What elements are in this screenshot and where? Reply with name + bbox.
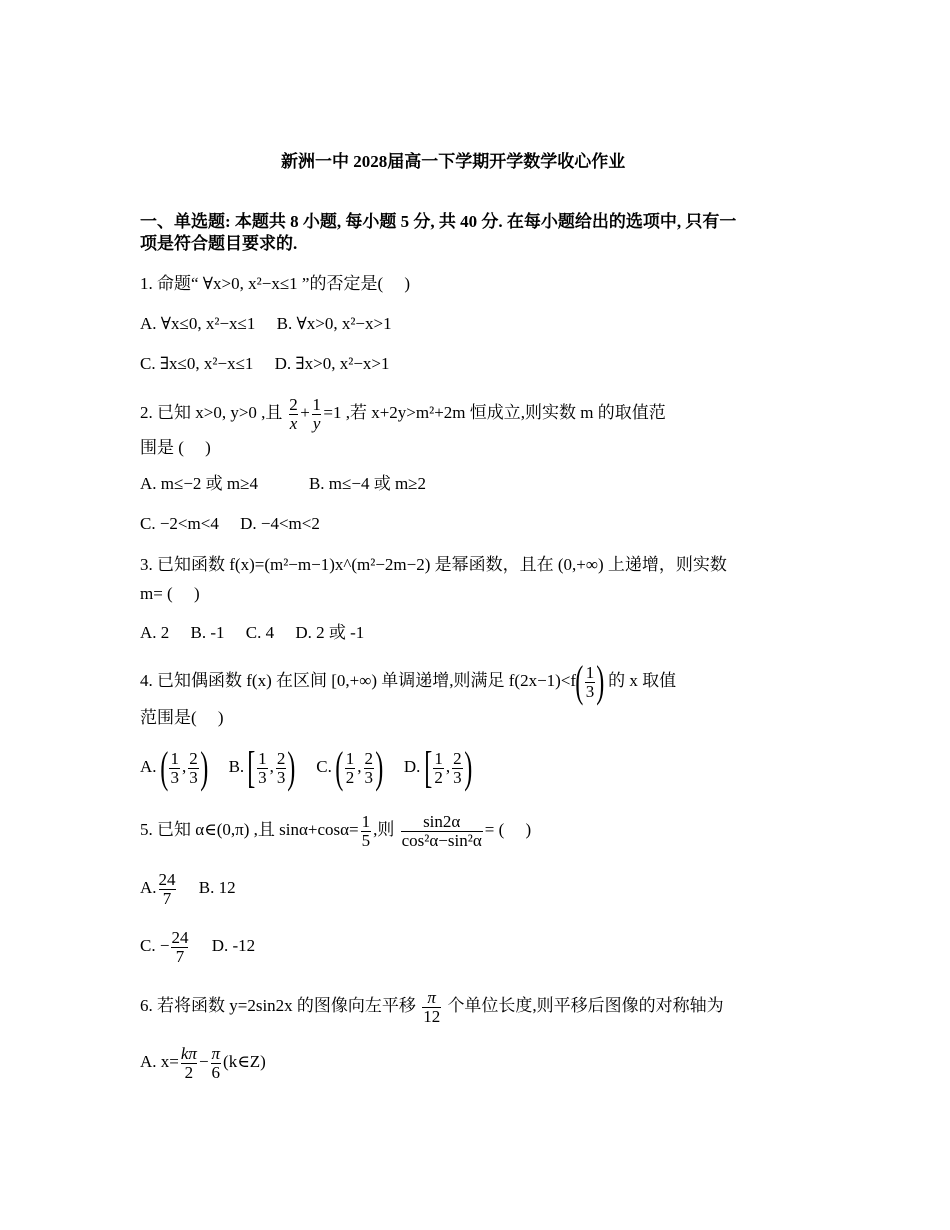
q5-stem-post: = ( ) (484, 820, 532, 839)
q1-options-cd: C. ∃x≤0, x²−x≤1 D. ∃x>0, x²−x>1 (140, 354, 390, 373)
page-title: 新洲一中 2028届高一下学期开学数学收心作业 (281, 152, 626, 171)
paren-right: ) (199, 743, 209, 793)
paren-right: ) (375, 743, 384, 793)
denominator: 2 (345, 767, 355, 787)
q2-options-cd: C. −2<m<4 D. −4<m<2 (140, 514, 320, 533)
paren-right: ) (463, 743, 472, 793)
paren-left: ( (160, 743, 169, 793)
q3-options: A. 2 B. -1 C. 4 D. 2 或 -1 (140, 623, 365, 642)
q2-stem-line2: 围是 ( ) (140, 438, 211, 457)
denominator: 6 (211, 1062, 221, 1082)
q4-options: A. ( $\frac{1}{3}$ , $\frac{2}{3}$ ) B. [ $\frac{1}{3}$ , $\frac{2}{3}$ ) C. ( $\frac{1}{2}$ , $\frac{2}{3}$ ) D. [ $\frac{1}{2}$ , $\frac{2}{3}$ ) (140, 743, 472, 793)
denominator: 3 (276, 767, 286, 787)
q4-stem-line1 (140, 657, 677, 707)
q2-options-ab: A. m≤−2 或 m≥4 B. m≤−4 或 m≥2 (140, 474, 427, 493)
fraction (433, 750, 444, 787)
fraction-2-over-x (289, 396, 299, 433)
q4-stem-post: 的 x 取值 (608, 671, 677, 690)
numerator: kπ (180, 1043, 197, 1063)
numerator: 1 (434, 748, 443, 768)
denominator: 3 (364, 767, 373, 787)
denominator: 3 (170, 767, 179, 787)
q5-stem (140, 810, 531, 850)
numerator: π (211, 1043, 221, 1063)
numerator: π (427, 987, 436, 1007)
fraction (452, 750, 463, 787)
numerator: 1 (312, 394, 321, 414)
q5-options-cd (140, 924, 255, 968)
q6-option-a-post: (k∈Z) (223, 1052, 266, 1071)
paren-right: ) (287, 743, 296, 793)
q6-stem-pre: 6. 若将函数 y=2sin2x 的图像向左平移 (140, 996, 416, 1015)
denominator: 7 (159, 889, 176, 908)
numerator: 2 (189, 748, 198, 768)
q6-stem-post: 个单位长度,则平移后图像的对称轴为 (447, 996, 724, 1015)
section-header-line2: 项是符合题目要求的. (140, 234, 298, 253)
bracket-left: [ (423, 743, 433, 793)
q4-option-b-label: B. (228, 757, 245, 776)
q5-options-ab (140, 866, 236, 910)
q4-option-a-label: A. (140, 757, 157, 776)
paren-left: ( (575, 657, 584, 707)
numerator: 1 (170, 748, 179, 768)
q3-stem-line2: m= ( ) (140, 584, 200, 603)
denominator: y (312, 413, 321, 433)
denominator: 3 (189, 767, 198, 787)
denominator: 7 (171, 947, 188, 966)
paren-left: ( (335, 743, 344, 793)
denominator: 2 (434, 767, 443, 787)
section-header-line1: 一、单选题: 本题共 8 小题, 每小题 5 分, 共 40 分. 在每小题给出的选项中, 只有一 (140, 212, 737, 231)
fraction-1-over-y (312, 396, 322, 433)
numerator: 24 (171, 927, 189, 947)
q6-stem (140, 984, 724, 1028)
q5-stem-mid: ,则 (373, 820, 395, 839)
q1-stem: 1. 命题“ ∀x>0, x²−x≤1 ”的否定是( ) (140, 274, 411, 293)
q2-stem-mid: =1 ,若 x+2y>m²+2m 恒成立,则实数 m 的取值范 (323, 403, 666, 422)
fraction-24-over-7 (171, 929, 188, 966)
denominator: 3 (453, 767, 462, 787)
q5-option-a-label: A. (140, 878, 157, 897)
denominator: x (289, 413, 298, 433)
fraction-24-over-7 (159, 871, 176, 908)
fraction (276, 750, 287, 787)
q6-option-a-pre: A. x= (140, 1052, 179, 1071)
denominator: 3 (258, 767, 267, 787)
fraction-pi-over-6 (211, 1045, 222, 1082)
fraction (364, 750, 375, 787)
numerator: 1 (361, 811, 371, 831)
fraction (257, 750, 268, 787)
q4-option-d-label: D. (403, 757, 421, 776)
q4-stem-pre: 4. 已知偶函数 f(x) 在区间 [0,+∞) 单调递增,则满足 f(2x−1)<f (140, 671, 577, 690)
fraction (345, 750, 356, 787)
numerator: 24 (158, 869, 176, 889)
q4-option-c-label: C. (316, 757, 332, 776)
q3-stem-line1: 3. 已知函数 f(x)=(m²−m−1)x^(m²−2m−2) 是幂函数，且在 (0,+∞) 上递增，则实数 (140, 555, 727, 574)
q2-stem-pre: 2. 已知 x>0, y>0 ,且 (140, 403, 283, 422)
bracket-left: [ (247, 743, 256, 793)
denominator: 12 (423, 1006, 441, 1026)
numerator: 2 (276, 748, 286, 768)
numerator: 1 (585, 662, 595, 682)
paren-right: ) (596, 657, 605, 707)
denominator: 2 (181, 1063, 197, 1082)
q6-option-a: A. x= $\frac{k\pi}{2}$ − $\frac{\pi}{6}$ (k∈Z) (140, 1043, 266, 1082)
q5-option-c-label: C. − (140, 936, 170, 955)
q1-options-ab: A. ∀x≤0, x²−x≤1 B. ∀x>0, x²−x>1 (140, 314, 392, 333)
fraction (188, 750, 199, 787)
fraction-1-over-5 (361, 813, 372, 850)
fraction-sin2a-over-cos2a (401, 813, 483, 850)
denominator: 3 (585, 681, 595, 701)
q5-option-b: B. 12 (198, 878, 236, 897)
fraction-pi-over-12 (422, 989, 441, 1026)
denominator: 5 (361, 830, 371, 850)
fraction-kpi-over-2 (181, 1045, 197, 1082)
q2-stem-line1: 2. 已知 x>0, y>0 ,且 $\frac{2}{x}$ + $\frac{1}{y}$ =1 ,若 x+2y>m²+2m 恒成立,则实数 m 的取值范 (140, 394, 666, 433)
numerator: sin2α (423, 811, 461, 831)
numerator: 2 (364, 748, 373, 768)
q5-stem-pre: 5. 已知 α∈(0,π) ,且 sinα+cosα= (140, 820, 359, 839)
fraction (169, 750, 180, 787)
denominator: cos²α−sin²α (401, 830, 482, 850)
numerator: 1 (258, 748, 267, 768)
q4-stem-line2: 范围是( ) (140, 708, 224, 727)
numerator: 2 (453, 748, 462, 768)
numerator: 2 (289, 394, 298, 414)
numerator: 1 (345, 748, 355, 768)
q5-option-d: D. -12 (211, 936, 256, 955)
fraction-1-over-3 (585, 664, 596, 701)
